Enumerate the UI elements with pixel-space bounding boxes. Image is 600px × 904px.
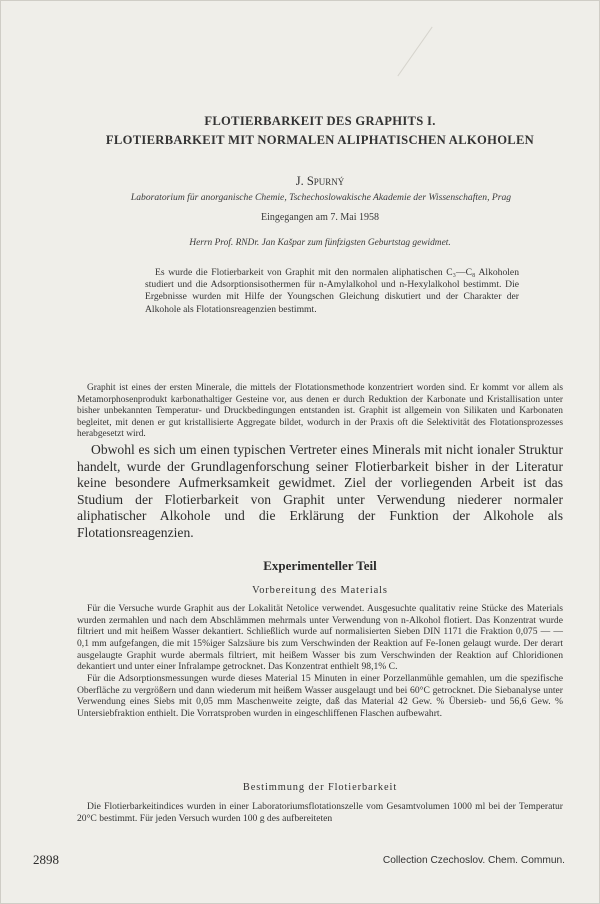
subheading-flotation: Bestimmung der Flotierbarkeit	[242, 782, 398, 793]
materials-paragraph-2: Für die Adsorptionsmessungen wurde dieses Material 15 Minuten in einer Porzellanmühle gemahlen, um die spezifische Oberfläche zu vergrößern und dann wiederum mit heißem Wasser ausgelaugt und bei 60°C getrocknet. Die Siebanalyse unter Verwendung eines Siebs mit 0,05 mm Maschenweite zeigte, daß das Material 42 Gew. % Übersieb- und 56,6 Gew. % Untersiebfraktion enthielt. Die Vorratsproben wurden in eingeschliffenen Flaschen aufbewahrt.	[77, 672, 563, 719]
author	[77, 174, 563, 189]
affiliation: Laboratorium für anorganische Chemie, Tschechoslowakische Akademie der Wissenschaften, Prag	[130, 192, 512, 203]
paper-title	[77, 112, 563, 150]
title-line-1: FLOTIERBARKEIT DES GRAPHITS I.	[204, 114, 436, 128]
abstract: Es wurde die Flotierbarkeit von Graphit mit den normalen aliphatischen C₃—C₈ Alkoholen studiert und die Adsorptionsisothermen für n-Amylalkohol und n-Hexylalkohol bestimmt. Die Ergebnisse wurden mit Hilfe der Youngschen Gleichung diskutiert und der Charakter der Alkohole als Flotationsreagenzien bestimmt.	[145, 267, 519, 315]
flotation-paragraph: Die Flotierbarkeitindices wurden in einer Laboratoriumsflotationszelle vom Gesamtvolumen 1000 ml bei der Temperatur 20°C bestimmt. Für jeden Versuch wurden 100 g des aufbereiteten	[77, 801, 563, 824]
title-line-2: FLOTIERBARKEIT MIT NORMALEN ALIPHATISCHEN ALKOHOLEN	[105, 133, 535, 147]
dedication: Herrn Prof. RNDr. Jan Kašpar zum fünfzigsten Geburtstag gewidmet.	[189, 238, 451, 248]
author-name: Spurný	[306, 174, 345, 188]
author-initial: J.	[295, 174, 304, 188]
section-heading: Experimenteller Teil	[263, 558, 377, 573]
intro-paragraph-small: Graphit ist eines der ersten Minerale, die mittels der Flotationsmethode konzentriert worden sind. Er kommt vor allem als Metamorphosenprodukt karbonathaltiger Gesteine vor, aus denen er durch Reduktion der Karbonate und Kristallisation unter bisher unbekannten Temperatur- und Druckbedingungen entstanden ist. Graphit ist allgemein von Silikaten und Karbonaten begleitet, mit denen er gut kristallisierte Aggregate bildet, wodurch in der Praxis oft die Selektivität des Flotationsprozesses herabgesetzt wird.	[77, 383, 563, 440]
materials-text	[77, 603, 563, 720]
flotation-text	[77, 801, 563, 824]
materials-paragraph-1: Für die Versuche wurde Graphit aus der Lokalität Netolice verwendet. Ausgesuchte qualitativ reine Stücke des Materials wurden zermahlen und nach dem Abschlämmen mehrmals unter Verwendung von n-Alkohol flotiert. Das Konzentrat wurde filtriert und mit heißem Wasser dekantiert. Schließlich wurde auf normalisierten Sieben DIN 1171 die Fraktion 0,075 — — 0,1 mm aufgefangen, die mit 15%iger Salzsäure bis zum Verschwinden der Reaktion auf Fe-Ionen gelaugt wurde. Der derart ausgelaugte Graphit wurde abermals filtriert, mit heißem Wasser bis zum Verschwinden der Reaktion auf Chloridionen dekantiert und unter einer Infralampe getrocknet. Das Konzentrat enthielt 98,1% C.	[77, 603, 563, 673]
received-date: Eingegangen am 7. Mai 1958	[260, 212, 380, 223]
journal-name: Collection Czechoslov. Chem. Commun.	[382, 855, 565, 866]
subheading-materials: Vorbereitung des Materials	[252, 585, 388, 596]
page-number: 2898	[33, 852, 59, 867]
intro-paragraph-large: Obwohl es sich um einen typischen Vertreter eines Minerals mit nicht ionaler Struktur handelt, wurde der Grundlagenforschung seiner Flotierbarkeit bisher in der Literatur keine besondere Aufmerksamkeit gewidmet. Ziel der vorliegenden Arbeit ist das Studium der Flotierbarkeit von Graphit unter Verwendung niederer normaler aliphatischer Alkohole und die Erklärung der Funktion der Alkohole als Flotationsreagenzien.	[77, 442, 563, 540]
paper-crease	[397, 27, 432, 77]
